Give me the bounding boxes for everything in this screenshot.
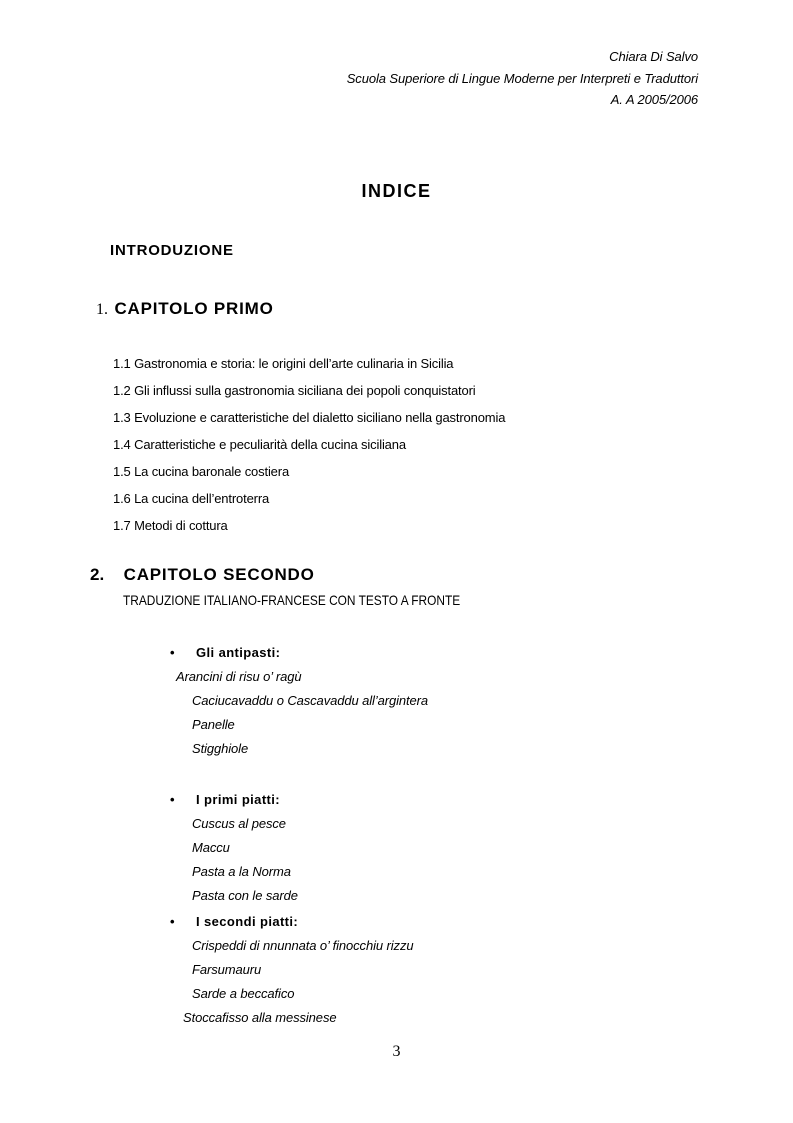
dish-item: Pasta con le sarde [192,888,298,903]
document-title: INDICE [361,181,432,201]
header-institution: Scuola Superiore di Lingue Moderne per Interpreti e Traduttori [346,70,698,86]
chapter1-toc-list [113,350,505,539]
dish-item: Farsumauru [192,962,262,977]
secondi-piatti-label-line [170,910,413,934]
header-academic-year: A. A 2005/2006 [610,92,698,107]
chapter2-number: 2. [90,565,105,584]
chapter1-title: CAPITOLO PRIMO [114,299,274,318]
page-header [0,46,698,111]
toc-item-1-3: 1.3 Evoluzione e caratteristiche del dialetto siciliano nella gastronomia [113,410,506,425]
antipasti-label-line [170,641,428,665]
antipasti-group [170,641,428,761]
chapter2-heading [90,565,315,585]
dish-item: Stigghiole [192,741,249,756]
toc-item-1-4: 1.4 Caratteristiche e peculiarità della cucina siciliana [113,437,406,452]
dish-item: Maccu [192,840,230,855]
primi-piatti-group [170,788,298,908]
toc-item-1-6: 1.6 La cucina dell’entroterra [113,491,270,506]
dish-item: Stoccafisso alla messinese [183,1010,337,1025]
dish-item: Pasta a la Norma [192,864,291,879]
dish-item: Caciucavaddu o Cascavaddu all’argintera [192,693,429,708]
dish-item: Crispeddi di nnunnata o’ finocchiu rizzu [192,938,414,953]
secondi-piatti-group [170,910,413,1030]
antipasti-label: Gli antipasti: [196,645,281,660]
chapter2-subtitle: TRADUZIONE ITALIANO-FRANCESE CON TESTO A FRONTE [123,592,461,608]
secondi-piatti-label: I secondi piatti: [196,914,299,929]
chapter1-heading [96,299,274,319]
bullet-icon: • [170,914,175,929]
primi-piatti-label: I primi piatti: [196,792,281,807]
toc-item-1-2: 1.2 Gli influssi sulla gastronomia siciliana dei popoli conquistatori [113,383,476,398]
page-number: 3 [392,1043,401,1060]
toc-item-1-1: 1.1 Gastronomia e storia: le origini dell’arte culinaria in Sicilia [113,356,454,371]
chapter2-title: CAPITOLO SECONDO [123,565,315,584]
dish-item: Arancini di risu o’ ragù [176,669,302,684]
dish-item: Cuscus al pesce [192,816,286,831]
dish-item: Sarde a beccafico [192,986,295,1001]
dish-item: Panelle [192,717,235,732]
introduction-heading: INTRODUZIONE [110,242,234,259]
toc-item-1-7: 1.7 Metodi di cottura [113,518,228,533]
bullet-icon: • [170,645,175,660]
primi-piatti-label-line [170,788,298,812]
bullet-icon: • [170,792,175,807]
header-author: Chiara Di Salvo [609,49,698,64]
toc-item-1-5: 1.5 La cucina baronale costiera [113,464,290,479]
chapter1-number: 1. [96,301,108,318]
